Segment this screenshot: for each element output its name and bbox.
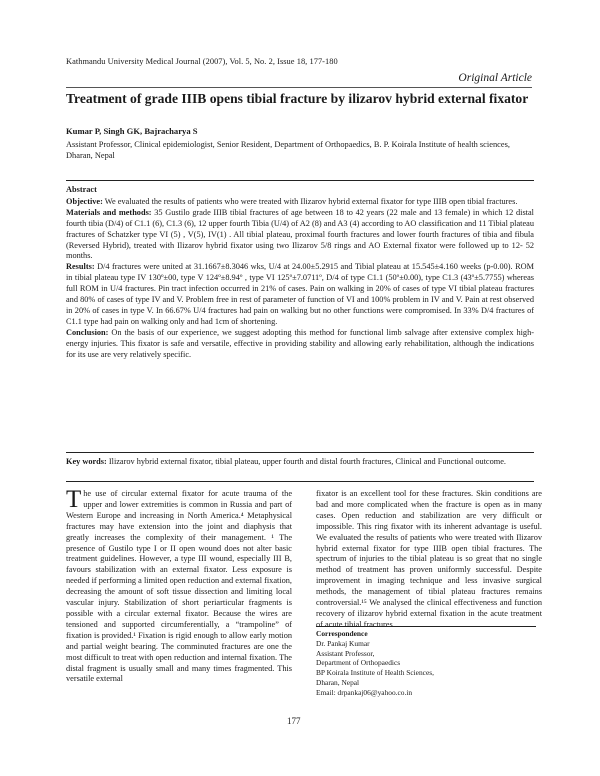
body-right-column <box>316 489 542 631</box>
author-list: Kumar P, Singh GK, Bajracharya S <box>66 126 198 136</box>
correspondence-name: Dr. Pankaj Kumar <box>316 638 370 648</box>
abstract-section <box>66 185 534 361</box>
abstract-methods <box>66 208 534 263</box>
correspondence-box <box>316 629 536 698</box>
article-type-label: Original Article <box>458 72 532 84</box>
methods-label: Materials and methods: <box>66 207 152 217</box>
correspondence-city: Dharan, Nepal <box>316 677 360 687</box>
author-affiliation: Assistant Professor, Clinical epidemiologist, Senior Resident, Department of Orthopaedics, B. P. Koirala Institute of health sciences, Dharan, Nepal <box>66 140 510 160</box>
correspondence-email: Email: drpankaj06@yahoo.co.in <box>316 687 413 697</box>
article-title: Treatment of grade IIIB opens tibial fracture by ilizarov hybrid external fixator <box>66 91 529 106</box>
objective-text: We evaluated the results of patients who were treated with Ilizarov hybrid external fixator for type IIIB open tibial fractures. <box>102 196 518 206</box>
objective-label: Objective: <box>66 196 103 206</box>
conclusion-text: On the basis of our experience, we suggest adopting this method for functional limb salvage after extensive complex high-energy injuries. This fixator is safe and versatile, effective in providing stability and allowing early rehabilitation, although the indications for its use are very relatively specific. <box>66 327 534 359</box>
correspondence-title: Assistant Professor, <box>316 648 375 658</box>
conclusion-label: Conclusion: <box>66 327 109 337</box>
abstract-results <box>66 262 534 327</box>
keywords-top-rule <box>66 452 534 453</box>
journal-citation: Kathmandu University Medical Journal (2007), Vol. 5, No. 2, Issue 18, 177-180 <box>66 57 338 66</box>
results-text: D/4 fractures were united at 31.1667±8.3046 wks, U/4 at 24.00±5.2915 and Tibial plateau at 15.545±4.160 weeks (p-0.00). ROM in tibial plateau type IV 130º±00, type V 124º±8.94º , type VI 125º±7.0711º, D/4 of type C1.1 (50º±0.00), type C1.3 (43º±5.7755) whereas full ROM in U/4 fractures. Pin tract infection occurred in 21% of cases. Pain on walking in 20% of cases of type VI tibial plateau fractures and 80% of cases of type IV and V. Problem free in rest of parameter of function of VI and 100% problem in IV and V. Pain at rest observed in 20% of cases in type V. In 66.67% U/4 fractures had pain on walking but no other functions were compromised. In 33% D/4 fractures of C1.1 type had pain on walking only and had 1cm of shortening. <box>66 262 534 326</box>
correspondence-institute: BP Koirala Institute of Health Sciences, <box>316 668 434 678</box>
methods-text: 35 Gustilo grade IIIB tibial fractures of age between 18 to 42 years (22 male and 13 female) in which 12 distal fourth tibia (D/4) of C1.1 (6), C1.3 (6), 12 upper fourth Tibia (U/4) of A2 (8) and A3 (4) according to AO classification and 11 Tibial plateau fractures of Schatzker type VI (5) , V(5), IV(1) . All tibial plateau, proximal fourth fractures and lower fourth fractures of tibia and fibula (Reversed Hybrid), treated with Ilizarov hybrid fixator using two Ilizarov 5/8 rings and AO External fixator were followed up to 12- 52 months. <box>66 207 534 261</box>
header-rule <box>66 87 532 88</box>
keywords-bottom-rule <box>66 481 534 482</box>
correspondence-heading: Correspondence <box>316 629 368 638</box>
keywords-section <box>66 456 534 467</box>
abstract-heading: Abstract <box>66 185 97 194</box>
keywords-text: Ilizarov hybrid external fixator, tibial plateau, upper fourth and distal fourth fractures, Clinical and Functional outcome. <box>106 457 506 466</box>
intro-paragraph-right: fixator is an excellent tool for these fractures. Skin conditions are bad and more complicated when the fracture is open as in many cases. Open reduction and stabilization are very difficult or impossible. This ring fixator with its inherent advantage is useful. We evaluated the results of patients who were treated with Ilizarov hybrid external fixator for type IIIB open tibial fractures. The spectrum of injuries to the tibial plateau is so great that no single method of treatment has proven uniformly successful. Despite improvement in imaging technique and less invasive surgical methods, the management of tibial plateau fractures remains controversial.¹⁵ We analysed the clinical effectiveness and function recovery of ilizarov hybrid external fixation in the acute treatment of acute tibial fractures. <box>316 489 542 629</box>
abstract-objective <box>66 197 534 208</box>
results-label: Results: <box>66 262 95 272</box>
abstract-top-rule <box>66 180 534 181</box>
keywords-label: Key words: <box>66 457 107 466</box>
correspondence-department: Department of Orthopaedics <box>316 658 401 668</box>
intro-left-content: he use of circular external fixator for acute trauma of the upper and lower extremities is common in Russia and part of Western Europe and increasing in North America.⁴ Metaphysical fractures may have extension into the joint and diaphysis that greatly increases the complexity of their management. ¹ The presence of Gustilo type I or II open wound does not alter basic treatment guidelines. However, a type III wound, especially III B, favours stabilization with an external fixator. Less exposure is needed if performing a limited open reduction and external fixation, decreasing the amount of soft tissue dissection and limiting local vascular injury. Stabilization of short periarticular fragments is possible with a circular external fixator. Because the wires are tensioned and supported circumferentially, a “trampoline” of fixation is provided.¹ Fixation is rigid enough to allow early motion and partial weight bearing. The comminuted fractures are one the most difficult to treat with open reduction and internal fixation. The distal fragment is usually small and many times fragmented. This versatile external <box>66 489 292 684</box>
body-left-column-text <box>66 486 292 685</box>
page-number: 177 <box>287 716 301 726</box>
abstract-conclusion <box>66 328 534 361</box>
correspondence-rule <box>316 626 536 627</box>
drop-cap: T <box>66 486 82 513</box>
intro-paragraph-left <box>66 486 292 685</box>
